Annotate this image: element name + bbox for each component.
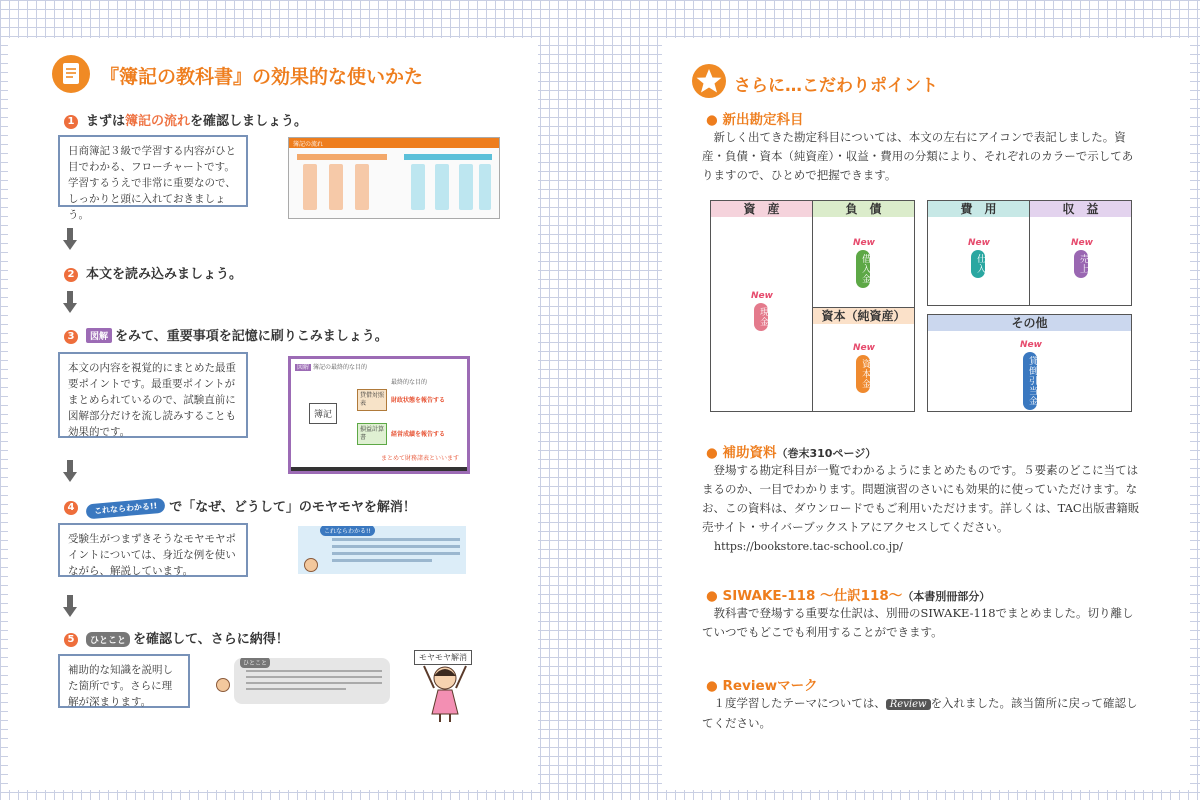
pl-box: 損益計算書 xyxy=(357,423,387,445)
section-title: Reviewマーク xyxy=(722,678,818,694)
pill-cash: 現金 xyxy=(754,303,768,331)
explanation-box-1: 日商簿記３級で学習する内容がひと目でわかる、フローチャートです。学習するうえで非常に重要なので、しっかりと頭に入れておきましょう。 xyxy=(58,135,248,207)
goal-label: 最終的な目的 xyxy=(391,379,428,386)
step-number: 2 xyxy=(64,268,78,282)
perf-label: 経営成績を報告する xyxy=(391,431,446,438)
page-title: 『簿記の教科書』の効果的な使いかた xyxy=(100,66,424,88)
section-heading: ● SIWAKE-118 ～仕訳118～（本書別冊部分） xyxy=(706,588,991,604)
header-capital: 資本（純資産） xyxy=(813,308,914,324)
step-number: 4 xyxy=(64,501,78,515)
hitokoto-badge: ひとこと xyxy=(86,632,130,647)
section-heading: ● 補助資料（巻末310ページ） xyxy=(706,445,877,461)
thumbnail-label: これならわかる!! xyxy=(320,526,375,536)
explanation-box-3: 受験生がつまずきそうなモヤモヤポイントについては、身近な例を使いながら、解説しています。 xyxy=(58,523,248,577)
pill-capital-stock: 資本金 xyxy=(856,355,870,393)
step-1 xyxy=(64,110,307,129)
diagram-thumbnail xyxy=(288,356,470,474)
step-number: 5 xyxy=(64,633,78,647)
flowchart-thumbnail xyxy=(288,137,500,219)
step-text: 本文を読み込みましょう。 xyxy=(86,267,243,282)
section-body xyxy=(702,694,1142,733)
down-arrow-icon xyxy=(63,460,77,484)
left-page xyxy=(8,38,538,790)
new-label: New xyxy=(968,238,990,248)
step-number: 1 xyxy=(64,115,78,129)
section-title: SIWAKE-118 ～仕訳118～ xyxy=(722,588,903,604)
pill-sales: 売上 xyxy=(1074,250,1088,278)
section-sub: （本書別冊部分） xyxy=(902,590,991,603)
thumbnail-label: ひとこと xyxy=(240,658,270,668)
moyamoya-sign: モヤモヤ解消 xyxy=(414,650,472,665)
section-body: 登場する勘定科目が一覧でわかるようにまとめたものです。５要素のどこに当てはまるのか、一目でわかります。問題演習のさいにも効果的に使っていただけます。なお、この資料は、ダウンロードでもご利用いただけます。詳しくは、TAC出版書籍販売サイト・サイバーブックストアにアクセスしてください。 xyxy=(702,463,1140,534)
boki-box: 簿記 xyxy=(309,403,337,424)
step-4 xyxy=(64,496,416,516)
new-label: New xyxy=(1071,238,1093,248)
page-title: さらに…こだわりポイント xyxy=(734,76,938,96)
girl-illustration xyxy=(420,658,470,722)
section-heading: ● 新出勘定科目 xyxy=(706,112,804,128)
notebook-icon xyxy=(52,55,90,93)
person-icon xyxy=(304,558,318,572)
star-icon xyxy=(692,64,726,98)
explanation-box-4: 補助的な知識を説明した箇所です。さらに理解が深まります。 xyxy=(58,654,190,708)
header-revenue: 収 益 xyxy=(1030,201,1131,217)
step-text: を確認しましょう。 xyxy=(190,114,308,129)
explanation-box-2: 本文の内容を視覚的にまとめた最重要ポイントです。最重要ポイントがまとめられているので、試験直前に図解部分だけを流し読みすることも効果的です。 xyxy=(58,352,248,438)
down-arrow-icon xyxy=(63,291,77,315)
review-body-post: を入れました。該当箇所に戻って確認してください。 xyxy=(702,696,1138,730)
korenara-badge: これならわかる!! xyxy=(85,498,165,520)
step-text: をみて、重要事項を記憶に刷りこみましょう。 xyxy=(115,329,388,344)
section-sub: （巻末310ページ） xyxy=(776,447,877,460)
section-title: 新出勘定科目 xyxy=(722,112,804,128)
step-text: を確認して、さらに納得！ xyxy=(133,632,289,647)
zukai-tag: 図解 xyxy=(86,328,112,343)
step-text: まずは xyxy=(86,114,126,129)
step-highlight: 簿記の流れ xyxy=(125,114,191,129)
section-body: 教科書で登場する重要な仕訳は、別冊のSIWAKE-118でまとめました。切り離していつでもどこでも利用することができます。 xyxy=(702,606,1134,639)
step-3 xyxy=(64,325,388,344)
thumbnail-title: 簿記の最終的な目的 xyxy=(312,364,367,371)
header-liability: 負 債 xyxy=(813,201,914,217)
down-arrow-icon xyxy=(63,595,77,619)
header-other: その他 xyxy=(928,315,1131,331)
thumbnail-title: 簿記の流れ xyxy=(293,141,324,148)
bs-box: 貸借対照表 xyxy=(357,389,387,411)
pill-withdrawal: 貸倒引当金 xyxy=(1023,352,1037,410)
fin-label: 財政状態を報告する xyxy=(391,397,446,404)
step-5 xyxy=(64,628,289,647)
review-body-pre: １度学習したテーマについては、 xyxy=(713,696,886,710)
section-body: 新しく出てきた勘定科目については、本文の左右にアイコンで表記しました。資産・負債・資本（純資産）・収益・費用の分類により、それぞれのカラーで示してありますので、ひとめで把握できます。 xyxy=(702,130,1134,182)
download-link[interactable]: https://bookstore.tac-school.co.jp/ xyxy=(714,540,903,553)
summary-label: まとめて財務諸表といいます xyxy=(381,455,460,462)
section-title: 補助資料 xyxy=(722,445,777,461)
new-label: New xyxy=(853,343,875,353)
pill-loan: 借入金 xyxy=(856,250,870,288)
pill-purchase: 仕入 xyxy=(971,250,985,278)
header-asset: 資 産 xyxy=(711,201,812,217)
hitokoto-thumbnail xyxy=(234,658,390,704)
section-heading: ● Reviewマーク xyxy=(706,678,818,694)
new-label: New xyxy=(1020,340,1042,350)
step-number: 3 xyxy=(64,330,78,344)
step-2 xyxy=(64,263,242,282)
person-icon xyxy=(216,678,230,692)
right-page xyxy=(662,38,1190,790)
header-expense: 費 用 xyxy=(928,201,1029,217)
step-text: で「なぜ、どうして」のモヤモヤを解消！ xyxy=(169,500,416,515)
thumbnail-tag: 図解 xyxy=(297,364,310,371)
down-arrow-icon xyxy=(63,228,77,252)
review-badge: Review xyxy=(886,699,931,710)
new-label: New xyxy=(751,291,773,301)
korenara-thumbnail xyxy=(298,526,466,574)
new-label: New xyxy=(853,238,875,248)
